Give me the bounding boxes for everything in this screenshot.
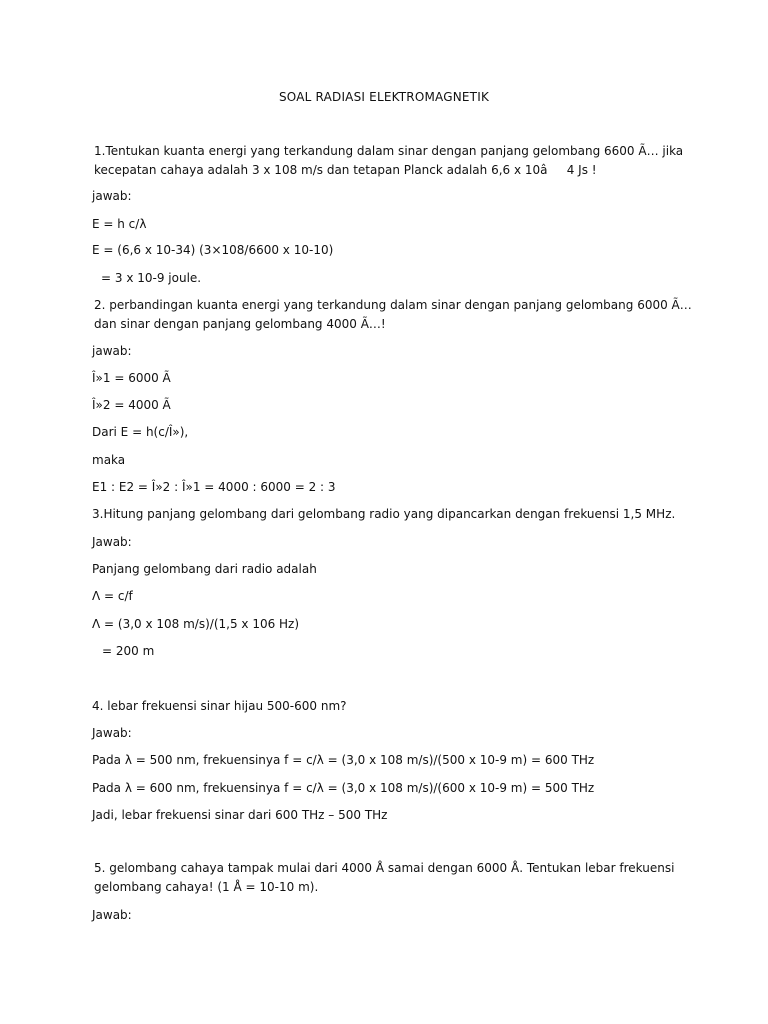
answer-label-1: jawab: — [92, 189, 132, 203]
formula-2-4: maka — [92, 453, 126, 467]
question-3-line-1: 3.Hitung panjang gelombang dari gelombang radio yang dipancarkan dengan frekuensi 1,5 MHz. — [92, 507, 676, 521]
answer-label-5: Jawab: — [92, 908, 132, 922]
formula-3-3: Λ = (3,0 x 108 m/s)/(1,5 x 106 Hz) — [92, 617, 300, 631]
question-4-line-1: 4. lebar frekuensi sinar hijau 500-600 nm? — [92, 699, 347, 713]
answer-label-3: Jawab: — [92, 535, 132, 549]
formula-4-3: Jadi, lebar frekuensi sinar dari 600 THz – 500 THz — [92, 808, 388, 822]
formula-4-1: Pada λ = 500 nm, frekuensinya f = c/λ = (3,0 x 108 m/s)/(500 x 10-9 m) = 600 THz — [92, 753, 595, 767]
question-1-line-2: kecepatan cahaya adalah 3 x 108 m/s dan tetapan Planck adalah 6,6 x 10â4 Js ! — [94, 163, 597, 177]
question-2-line-2: dan sinar dengan panjang gelombang 4000 Ã…! — [94, 317, 386, 331]
formula-1-1: E = h c/λ — [92, 217, 147, 231]
formula-1-3: = 3 x 10-9 joule. — [101, 271, 202, 285]
question-2 — [92, 296, 692, 334]
question-5-line-2: gelombang cahaya! (1 Å = 10-10 m). — [94, 880, 319, 894]
formula-2-5: E1 : E2 = Î»2 : Î»1 = 4000 : 6000 = 2 : 3 — [92, 480, 336, 494]
formula-3-4: = 200 m — [102, 644, 155, 658]
document-title: SOAL RADIASI ELEKTROMAGNETIK — [278, 90, 490, 104]
question-1 — [92, 142, 692, 180]
formula-2-2: Î»2 = 4000 Ã — [92, 398, 171, 412]
formula-3-2: Λ = c/f — [92, 589, 133, 603]
formula-3-1: Panjang gelombang dari radio adalah — [92, 562, 317, 576]
question-5-line-1: 5. gelombang cahaya tampak mulai dari 4000 Å samai dengan 6000 Å. Tentukan lebar frekuensi — [94, 861, 675, 875]
formula-2-3: Dari E = h(c/Î»), — [92, 425, 189, 439]
question-1-line-1: 1.Tentukan kuanta energi yang terkandung dalam sinar dengan panjang gelombang 6600 Ã… jika — [94, 144, 684, 158]
answer-label-2: jawab: — [92, 344, 132, 358]
question-5 — [92, 859, 692, 897]
formula-4-2: Pada λ = 600 nm, frekuensinya f = c/λ = (3,0 x 108 m/s)/(600 x 10-9 m) = 500 THz — [92, 781, 595, 795]
answer-label-4: Jawab: — [92, 726, 132, 740]
formula-1-2: E = (6,6 x 10-34) (3×108/6600 x 10-10) — [92, 243, 334, 257]
formula-2-1: Î»1 = 6000 Ã — [92, 371, 171, 385]
question-2-line-1: 2. perbandingan kuanta energi yang terkandung dalam sinar dengan panjang gelombang 6000 Ã… — [94, 298, 692, 312]
